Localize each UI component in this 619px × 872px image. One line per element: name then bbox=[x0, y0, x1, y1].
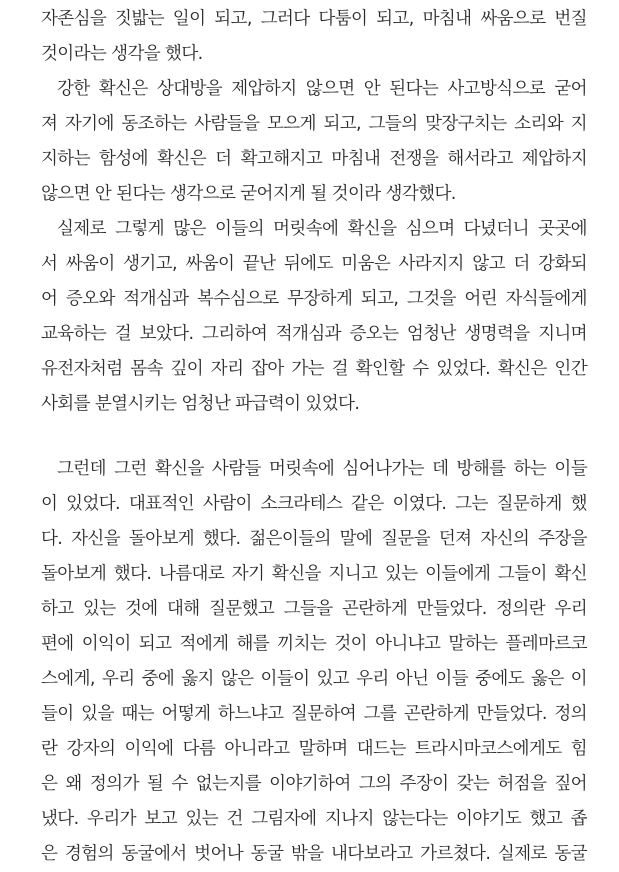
text-line: 실제로 그렇게 많은 이들의 머릿속에 확신을 심으며 다녔더니 곳곳에 bbox=[57, 219, 587, 239]
text-line: 지하는 함성에 확신은 더 확고해지고 마침내 전쟁을 해서라고 제압하지 bbox=[41, 149, 587, 169]
text-line: 유전자처럼 몸속 깊이 자리 잡아 가는 걸 확인할 수 있었다. 확신은 인간 bbox=[41, 359, 587, 379]
text-line: 어 증오와 적개심과 복수심으로 무장하게 되고, 그것을 어린 자식들에게 bbox=[41, 289, 587, 309]
text-line: 다. 자신을 돌아보게 했다. 젊은이들의 말에 질문을 던져 자신의 주장을 bbox=[41, 529, 587, 549]
text-line: 은 경험의 동굴에서 벗어나 동굴 밖을 내다보라고 가르쳤다. 실제로 동굴 bbox=[41, 844, 587, 864]
text-line: 그런데 그런 확신을 사람들 머릿속에 심어나가는 데 방해를 하는 이들 bbox=[57, 459, 587, 479]
text-line: 사회를 분열시키는 엄청난 파급력이 있었다. bbox=[41, 394, 360, 414]
text-line: 란 강자의 이익에 다름 아니라고 말하며 대드는 트라시마코스에게도 힘 bbox=[41, 739, 587, 759]
text-line: 이 있었다. 대표적인 사람이 소크라테스 같은 이였다. 그는 질문하게 했 bbox=[41, 494, 587, 514]
text-line: 서 싸움이 생기고, 싸움이 끝난 뒤에도 미움은 사라지지 않고 더 강화되 bbox=[41, 254, 587, 274]
text-line: 스에게, 우리 중에 옳지 않은 이들이 있고 우리 아닌 이들 중에도 옳은 이 bbox=[41, 669, 587, 689]
text-line: 교육하는 걸 보았다. 그리하여 적개심과 증오는 엄청난 생명력을 지니며 bbox=[41, 324, 587, 344]
text-line: 은 왜 정의가 될 수 없는지를 이야기하여 그의 주장이 갖는 허점을 짚어 bbox=[41, 774, 587, 794]
text-line: 않으면 안 된다는 생각으로 굳어지게 될 것이라 생각했다. bbox=[41, 184, 456, 204]
text-line: 져 자기에 동조하는 사람들을 모으게 되고, 그들의 맞장구치는 소리와 지 bbox=[41, 114, 587, 134]
text-line: 하고 있는 것에 대해 질문했고 그들을 곤란하게 만들었다. 정의란 우리 bbox=[41, 599, 587, 619]
text-line: 냈다. 우리가 보고 있는 건 그림자에 지나지 않는다는 이야기도 했고 좁 bbox=[41, 809, 587, 829]
text-line: 돌아보게 했다. 나름대로 자기 확신을 지니고 있는 이들에게 그들이 확신 bbox=[41, 564, 587, 584]
text-line: 강한 확신은 상대방을 제압하지 않으면 안 된다는 사고방식으로 굳어 bbox=[57, 79, 587, 99]
text-line: 들이 있을 때는 어떻게 하느냐고 질문하여 그를 곤란하게 만들었다. 정의 bbox=[41, 704, 587, 724]
text-line: 편에 이익이 되고 적에게 해를 끼치는 것이 아니냐고 말하는 플레마르코 bbox=[41, 634, 587, 654]
text-line: 자존심을 짓밟는 일이 되고, 그러다 다툼이 되고, 마침내 싸움으로 번질 bbox=[41, 9, 587, 29]
text-line: 것이라는 생각을 했다. bbox=[41, 44, 203, 64]
